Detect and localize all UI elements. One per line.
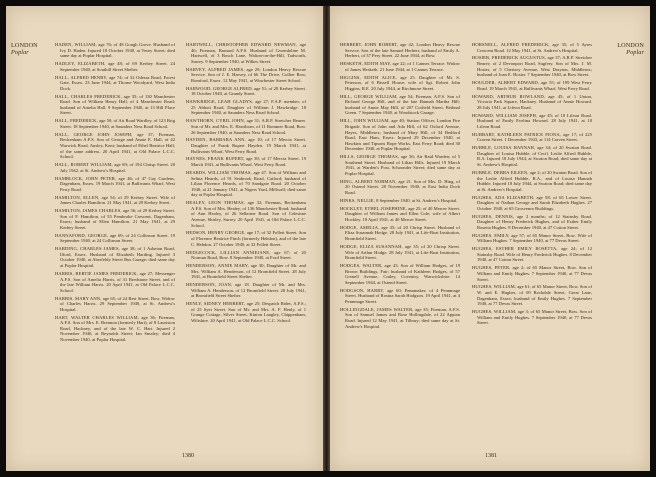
register-entry	[186, 118, 306, 135]
register-entry	[55, 132, 175, 160]
register-entry	[340, 307, 460, 329]
entry-name: HUGHES, ADA ELIZABETH,	[472, 194, 535, 200]
entry-text: age 50; of Ait Road Wardley, of 123 Brig Street. 18 September 1940, at Saunders Ness Road School.	[60, 118, 175, 129]
entry-name: HOSIER, FREDERICK AUGUSTUS,	[472, 55, 547, 61]
entry-name: HUGHES, EMILY,	[472, 232, 510, 238]
left-page-number: 1380	[182, 453, 194, 459]
entry-name: HODGES, WALTER,	[340, 263, 383, 269]
entry-name: HARRIS, MARY ANN,	[55, 295, 102, 301]
entry-text: age 35; of 20 Chrisp Street. Husband of Eliza Susannah Hodge. 28 July 1941, at Life-Boat Institution, Bromfield Street.	[345, 224, 460, 242]
entry-text: age 47. Son of William and Selina Heards, of 91 Seabrook Road, Catford; husband of Lilian Florence Heards, of 70 Sandgate Road. 20 October 1940, at 21 January 1941, at Nigers Yard, Millwall; died same day at Poplar Hospital.	[191, 169, 306, 198]
entry-text: age 27; F.A.P. member; of 25 Abbott Road. Daughter of William J. Hawkridge. 18 September 1940, at Saunders Ness Road School.	[191, 99, 306, 116]
register-entry	[55, 296, 175, 313]
right-page-header	[604, 42, 644, 56]
entry-name: HERBERT, JOHN ROBERT,	[340, 42, 399, 47]
entry-text: age 34; of 20 Swaton Road. Daughter of Louisa Hubble, of Cecil, Leslie Alfred Hubble, R.A. Injured 18 July 1944, at Swaton Road; died same day at St. Andrew's Hospital.	[477, 145, 592, 168]
entry-text: age 2 months; of 12 Stainsby Road. Daughter of Henry Frederick Hughes, and of Esther Emily Rosetta Hughes. 8 December 1940, at 47 Cotton Street.	[477, 213, 592, 230]
register-entry	[472, 309, 592, 326]
entry-text: age 25; of 40 Mercer Street. Daughter of William James and Ellen Cole; wife of Albert Hockley. 18 April 1941, at 40 Mercer Street.	[345, 205, 460, 222]
register-entry	[186, 230, 306, 247]
entry-name: HAWKRIDGE, LEAH GLADYS,	[186, 99, 254, 105]
left-page	[6, 6, 323, 471]
entry-name: HALL, CHARLES FREDERICK,	[55, 93, 122, 99]
register-entry	[472, 80, 592, 91]
entry-name: HINKS, NELLIE,	[340, 197, 375, 203]
entry-text: age 39; of 17 Mercia Street. 19 March 1941, at Bullivants Wharf, West Ferry Road.	[191, 156, 306, 168]
register-entry	[340, 263, 460, 285]
entry-text: age 45; of 1 Union, Victoria Park Square, Hackney. Husband of Annie Howard. 28 July 1941, at Lifeon Road.	[477, 93, 592, 110]
entry-name: HOWARD, WILLIAM JOSEPH,	[472, 112, 538, 118]
entry-name: HIGGINS, EDITH ALICE,	[340, 74, 397, 80]
entry-name: HAYDEN, BARBARA ANN,	[186, 137, 246, 143]
register-entry	[55, 75, 175, 92]
header-area: Poplar	[11, 49, 29, 56]
book-gutter	[323, 6, 330, 471]
register-entry	[340, 179, 460, 196]
entry-name: HUGHES, WILLIAM,	[472, 309, 517, 315]
entry-name: HEDSON, HENRY GEORGE,	[186, 230, 246, 236]
register-entry	[186, 156, 306, 167]
entry-name: HALL, GEORGE JOHN JOSEPH,	[55, 131, 133, 137]
entry-text: age 76; of 48 Gough Grove. Husband of Ivy D. Haden. Injured 18 October 1940, at Vesey Street; died same day at Poplar Hospital.	[60, 42, 175, 59]
entry-name: HING, ALBERT NORMAN,	[340, 178, 397, 184]
register-entry	[472, 246, 592, 263]
entry-text: age 3; of 65 Manor Street, Bow. Son of William and Emily Hughes. 7 September 1940, at 77 Devas Street.	[477, 309, 592, 326]
register-entry	[55, 233, 175, 244]
entry-text: age 37; A.R.P. Stretcher Bearer; of 2 Devonport Road, Sugfery. Son of Mrs. J. M. Hosier, of 5 Chertsey Avenue, West Drayton, Middlesex; husband of Joan E. Hosier. 7 September 1940, at Bow Street.	[477, 55, 592, 78]
entry-text: age 65; of 24 Rest Street, Bow. Widow of Charles Harris. 29 September 1940, at St. Andrew's Hospital.	[60, 295, 175, 312]
entry-text: age 22; of 1 Cannes Terrace. Widow of James Hesketh. 21 June 1944, at 1 Cannes Terrace.	[345, 61, 460, 72]
entry-name: HAMILTON, ELLEN,	[55, 194, 100, 200]
entry-text: age 42; London Heavy Rescue Service. Son of the late Samuel Herbert; husband of Emily A. Herbert, of 37 Pery Street. 22 June 1944, at Bow.	[345, 42, 460, 59]
register-entry	[472, 170, 592, 192]
entry-text: age 74; of 32 Odessa Road, Forest Gate, Essex. 23 June 1944, at Thorne Woodyard, West India Dock.	[60, 74, 175, 91]
register-entry	[55, 208, 175, 230]
header-place: LONDON	[617, 42, 644, 49]
entry-name: HESKETH, EDITH MAY,	[340, 61, 392, 67]
register-entry	[340, 75, 460, 92]
entry-name: HENDERSON, JOAN,	[186, 282, 233, 288]
register-entry	[55, 94, 175, 116]
entry-name: HEARDS, WILLIAM THOMAS,	[186, 169, 252, 175]
entry-text: age 46; Fireman, Barnard A.F.S. Husband of Gwendoline M. Hartwell, of 3 Bosch Lane, Walton-on-the-Hill, Tadworth, Surrey. 9 September 1940, at Wilkes Street.	[191, 42, 306, 64]
entry-name: HUGHES, WILLIAM,	[472, 284, 517, 290]
register-entry	[472, 195, 592, 212]
entry-text: age 48; of 69 Kerbey Street. 24 September 1940, at Southill Street Shelter.	[60, 61, 175, 72]
header-place: LONDON	[11, 42, 38, 49]
register-entry	[55, 195, 175, 206]
entry-name: HARVEY, ALFRED JAMES,	[186, 66, 245, 72]
register-entry	[55, 162, 175, 173]
register-entry	[340, 118, 460, 152]
entry-text: age 35; of 130 Manchester Road. Son of William Henry Hall, of 4 Manchester Road; husband of Amelia Hall. 9 September 1940, at 13 Hill Place Street.	[60, 93, 175, 116]
entry-name: HODGSON, HARRY,	[340, 287, 385, 293]
left-page-header	[11, 42, 51, 56]
register-entry	[340, 154, 460, 176]
entry-text: age 55; of 199 West Ferry Road. 19 March 1941, at Bullivants Wharf, West Ferry Road.	[477, 80, 592, 91]
entry-name: HAYNES, FRANK RUPERT,	[186, 156, 245, 162]
entry-name: HODGE, AMELIA,	[340, 224, 380, 230]
entry-text: age 43. Son of William Hodges, of 19 Brown Buildings, Fair; husband of Kathleen Hodges, of 57 Grenell Avenue, Cutley, Coventry, Warwickshire. 14 September 1944, at Ostend Street.	[345, 263, 460, 285]
entry-name: HUGHES, ESTHER EMILY ROSETTA,	[472, 246, 558, 252]
entry-text: age 57; of 65 Manor Street, Bow. Wife of William Hughes. 7 September 1940, at 77 Devas Street.	[477, 232, 592, 244]
entry-text: age 29; London Heavy Rescue Service. Son of J. E. Harvey, of 66 The Drive, Collier Row, Romford, Essex. 12 May 1941, at Winchester Street School.	[191, 66, 306, 83]
entry-name: HARTWELL, CHRISTOPHER EDWARD NEWMAN,	[186, 42, 297, 47]
entry-name: HILL, GEORGE WILLIAM,	[340, 93, 398, 99]
register-entry	[55, 315, 175, 343]
entry-text: age 69; of 24 Collinson Street. 19 September 1940, at 24 Collinson Street.	[60, 232, 175, 244]
left-column-2	[186, 42, 306, 452]
entry-name: HARDING, CHARLES JAMES,	[55, 246, 120, 252]
entry-name: HOCKLEY, ETHEL JOSEPHINE,	[340, 205, 407, 211]
register-entry	[186, 137, 306, 154]
entry-text: age 24; of 12 Stainsby Road. Wife of Henry Frederick Hughes. 8 December 1940, at 47 Cotton Street.	[477, 246, 592, 263]
entry-name: HOULDER, ALBERT EDWARD,	[472, 80, 540, 86]
register-entry	[55, 246, 175, 268]
entry-text: age 56; of 29 Kerbey Street. Son of F. Hamilton, of 55 Pembroke Crescent, Dagenham, Essex; husband of Ellen Hamilton. 21 May 1941, at 29 Kerbey Street.	[60, 208, 175, 230]
register-entry	[340, 61, 460, 72]
register-entry	[472, 55, 592, 77]
register-entry	[55, 176, 175, 193]
register-entry	[55, 42, 175, 59]
entry-text: age 30; Daughter of Mr. and Mrs. William A. Henderson, of 12 Bromfield Street. 28 July 1941, at Bromfield Street Shelter.	[191, 263, 306, 280]
entry-text: age 35; of 5 Ayres Crescent Road. 12 May 1941, at St. Andrew's Hospital.	[477, 42, 592, 53]
entry-name: HALL, ALFRED HENRY,	[55, 74, 108, 80]
entry-name: HAMILTON, JAMES CHARLES,	[55, 208, 122, 214]
entry-name: HENDERSON, ANNIE MARY,	[186, 263, 249, 269]
register-entry	[186, 170, 306, 198]
entry-name: HART, WALTER CHARLES WILLIAM,	[55, 314, 139, 320]
register-entry	[186, 263, 306, 280]
right-column-1	[340, 42, 460, 452]
entry-text: age 27; Messenger A.F.S. Son of Amelia Harris, of 31 Bredstone Street, and of the late William Harris. 20 April 1941, at Old Palace L.C.C. School.	[60, 270, 175, 293]
entry-text: age 60; Pennmaker; of 4 Pennmage Street. Husband of Rosina Sarah Hodgson. 19 April 1941, at 4 Pennmage Street.	[345, 287, 460, 304]
entry-name: HENLY, SIDNEY HERBERT,	[186, 301, 246, 307]
entry-text: age 54; Fireman, A.F.S. Son of Richard George Hill, and of the late Hannah Martha Hill; husband of Annie May Hill, of 207 Cotfield Street, Bethnal Green. 7 September 1940, at Woodstock Garage.	[345, 93, 460, 116]
register-entry	[472, 284, 592, 306]
register-entry	[55, 61, 175, 72]
entry-text: age 35; Fireman, A.F.S. Son of Samuel James and Rose Hollingdale, of 22 Appian Road. Injured 12 May 1941, at Tilbury; died same day at St. Andrew's Hospital.	[345, 306, 460, 329]
register-entry	[472, 132, 592, 143]
entry-name: HADLEY, ELIZABETH,	[55, 61, 106, 67]
entry-text: age 31; A.R.P. Stretcher Bearer. Son of Mr. and Mrs. E. Hawthorn, of 11 Rommer Road, Bow. 26 September 1940, at Saunders Ness Road School.	[191, 118, 306, 135]
entry-name: HUGHES, DENNIS,	[472, 213, 515, 219]
entry-name: HARWOOD, GEORGE ALFRED,	[186, 85, 253, 91]
entry-text: age 25. Daughter of Mr. S. Peterson, of 6 Bissell House; wife of Sgt. Robert John Higgins, R.E. 20 July 1944, at Birchmore Street.	[345, 74, 460, 91]
register-entry	[472, 214, 592, 231]
entry-text: age 21. Son of Mrs. D. Hing, of 20 Ostend Street. 28 November 1940, at East India Dock Road.	[345, 178, 460, 196]
register-entry	[186, 67, 306, 84]
entry-text: age 32; Fireman, Beckenham A.F.S. Son of Mrs. Healey, of 136 Manchester Road; husband of Ann Healey, of 26 Selborne Road. Son of Celestine Avenue, Shirley, Surrey. 20 April 1941, at Old Palace L.C.C. School.	[191, 200, 306, 228]
entry-text: age 17; of 225 Craven Street. 1 December 1943, at 114 Craven Street.	[477, 131, 592, 143]
right-page-number: 1381	[485, 453, 497, 459]
entry-name: HORSNELL, ALFRED FREDERICK,	[472, 42, 550, 47]
entry-name: HEDGECOCK, LILLIAN ANNIEJANE,	[186, 249, 271, 255]
entry-text: age 36; Fireman, A.F.S. Son of Mrs. E. Brennon (formerly Hart), of 8 Lauriston Road, Hackney, and of the late W. C. Hart. Injured 2 November 1940, at Reynolds Street; Ian Smaley; died 4 November 1940, at Poplar Hospital.	[60, 314, 175, 343]
entry-name: HUBBLE, DEBRA EILEEN,	[472, 169, 529, 175]
register-entry	[340, 42, 460, 59]
entry-text: age 10; of 17 Mercia Street. Daughter of Frank Rupert Hayden. 19 March 1941, at Bullivants Wharf, West Ferry Road.	[191, 137, 306, 154]
entry-name: HEALEY, LEON THOMAS,	[186, 200, 245, 206]
entry-text: age 67; of 20 Norman Road, Bow. 8 September 1940, at Ford Street.	[191, 249, 306, 261]
entry-name: HILLS, GEORGE THOMAS,	[340, 154, 399, 160]
entry-text: age 2; of 20 Swaton Road. Son of the Leslie Alfred Hubble, R.A., and of Louisa Hannah Hubble. Injured 18 July 1944, at Swaton Road; died same day at St. Andrew's Hospital.	[477, 169, 592, 192]
entry-text: age 40; Station Officer, London Fire Brigade. Son of John and Ada Hill, of 62 Oxford Avenue, Hayes, Middlesex; husband of Mary Hill, of 34 Bedford Road, East Ham, Essex. Injured 29 December 1940, at Hawkins and Tipsons Rope Works, East Ferry Road; died 30 December 1940, at Poplar Hospital.	[345, 118, 460, 152]
entry-text: age 25; Despatch Rider, A.F.S.; of 25 Syer Street. Son of Mr. and Mrs. A. F. Henly, of 1 Grange Cottage, Silver Street, Kinton Langley, Chippenham, Wiltshire. 20 April 1941, at Old Palace L.C.C. School.	[191, 301, 306, 323]
entry-name: HUGHES, PETER,	[472, 265, 511, 271]
register-entry	[340, 288, 460, 305]
entry-text: age 18. Daughter of Mr. and Mrs. William A. Henderson, of 12 Bromfield Street. 28 July 1941, at Bromfield Street Shelter.	[191, 282, 306, 299]
register-entry	[186, 301, 306, 323]
register-entry	[186, 200, 306, 228]
register-entry	[186, 250, 306, 261]
entry-text: age 61; of 65 Manor Street, Bow. Son of W. and E. Hughes, of 69 Rockdale Street, Great Lane, Dagenham, Essex; husband of Emily Hughes. 7 September 1940, at 77 Devas Street.	[477, 284, 592, 307]
entry-name: HADEN, WILLIAM,	[55, 42, 97, 47]
entry-name: HALL, ROBERT WILLIAM,	[55, 162, 113, 168]
register-entry	[340, 244, 460, 261]
entry-text: age 46; of 47 Gay Gardens, Dagenham, Essex. 19 March 1941, at Bullivants Wharf, West Ferry Road.	[60, 175, 175, 192]
register-entry	[340, 225, 460, 242]
entry-text: age 36; Air Raid Warden; of 5 Southend Street. Husband of Lilian Hills. Injured 19 March 1941, at Warden's Post, Schoonder Street; died same day at Poplar Hospital.	[345, 154, 460, 176]
register-entry	[472, 94, 592, 111]
entry-name: HAWTHORN, CYRIL JOHN,	[186, 118, 246, 124]
entry-name: HOLLINGDALE, JAMES WALTER,	[340, 306, 414, 312]
entry-text: age 2; of 65 Manor Street, Bow. Son of William and Emily Hughes. 7 September 1940, at 77 Devas Street.	[477, 265, 592, 282]
entry-text: age 58; of 65 Lower Street. Daughter of Nathan George and Sarah Elizabeth Hughes. 27 October 1940, at 65 Grosvenor Buildings.	[477, 194, 592, 211]
register-entry	[186, 99, 306, 116]
register-entry	[186, 282, 306, 299]
register-entry	[472, 113, 592, 130]
register-entry	[340, 94, 460, 116]
entry-name: HUBBART, KATHLEEN PATRICE FIONA,	[472, 131, 562, 137]
entry-text: age 38; of 1 Asheton Road, Ilford, Essex. Husband of Elizabeth Harding. Injured 3 October 1940, at Aberfeldy Street Bus Garage; died same day at Poplar Hospital.	[60, 246, 175, 269]
register-entry	[472, 145, 592, 167]
register-entry	[472, 42, 592, 53]
header-area: Poplar	[626, 49, 644, 56]
register-entry	[55, 271, 175, 293]
entry-text: age 54; of 29 Kerbey Street. Wife of James Charles Hamilton. 21 May 1941, at 29 Kerbey Street.	[60, 194, 175, 206]
register-entry	[186, 42, 306, 64]
register-entry	[55, 118, 175, 129]
register-entry	[340, 198, 460, 204]
entry-name: HARRIS, BERTIE JAMES FREDERICK,	[55, 270, 138, 276]
entry-name: HODGE, ELIZA SUSANNAH,	[340, 243, 403, 249]
right-page	[330, 6, 650, 471]
entry-name: HALL, FREDERICK,	[55, 118, 98, 124]
entry-text: age 51; of 28 Kerbey Street. 18 October 1940, at Grundy Street.	[191, 85, 306, 97]
entry-text: age 17; of 32 Follett Street. Son of Florence Beatrice Finch (formerly Hebdon), and of the late C. Hebdon. 27 October 1940, at 32 Follett Street.	[191, 230, 306, 247]
register-entry	[340, 206, 460, 223]
entry-name: HOWARD, ARTHUR ROWLAND,	[472, 93, 545, 99]
register-entry	[186, 86, 306, 97]
entry-name: HAMBLOCK, JOHN PETER,	[55, 175, 117, 181]
entry-text: age 69; of 194 Chrisp Street. 20 July 1942, at St. Andrew's Hospital.	[60, 162, 175, 173]
entry-text: age 35; of 20 Chrisp Street. Wife of Arthur Hodge. 28 July 1941, at Life-Boat Institution, Bromfield Street.	[345, 243, 460, 261]
entry-name: HILL, JOHN WILLIAM,	[340, 118, 390, 124]
entry-name: HANNAFORD, GEORGE,	[55, 232, 109, 238]
entry-name: HUBBLE, LOUISA HANNAH,	[472, 145, 536, 151]
entry-text: age 45; of 10 Lifeon Road. Husband of Emily Evelina Howard. 28 July 1941, at 10 Lifeon Road.	[477, 112, 592, 129]
right-column-2	[472, 42, 592, 452]
register-entry	[472, 265, 592, 282]
left-column-1	[55, 42, 175, 452]
entry-text: 8 September 1940, at St. Andrew's Hospital.	[376, 197, 458, 203]
entry-text: age 37; Fireman, Beckenham A.F.S. Son of George and Annie E. Hall, of 42 Warwick Road, Ansley, Kent; husband of Ethel Beatrice Hall, of the same address. 20 April 1941, at Old Palace L.C.C. School.	[60, 131, 175, 160]
register-entry	[472, 233, 592, 244]
